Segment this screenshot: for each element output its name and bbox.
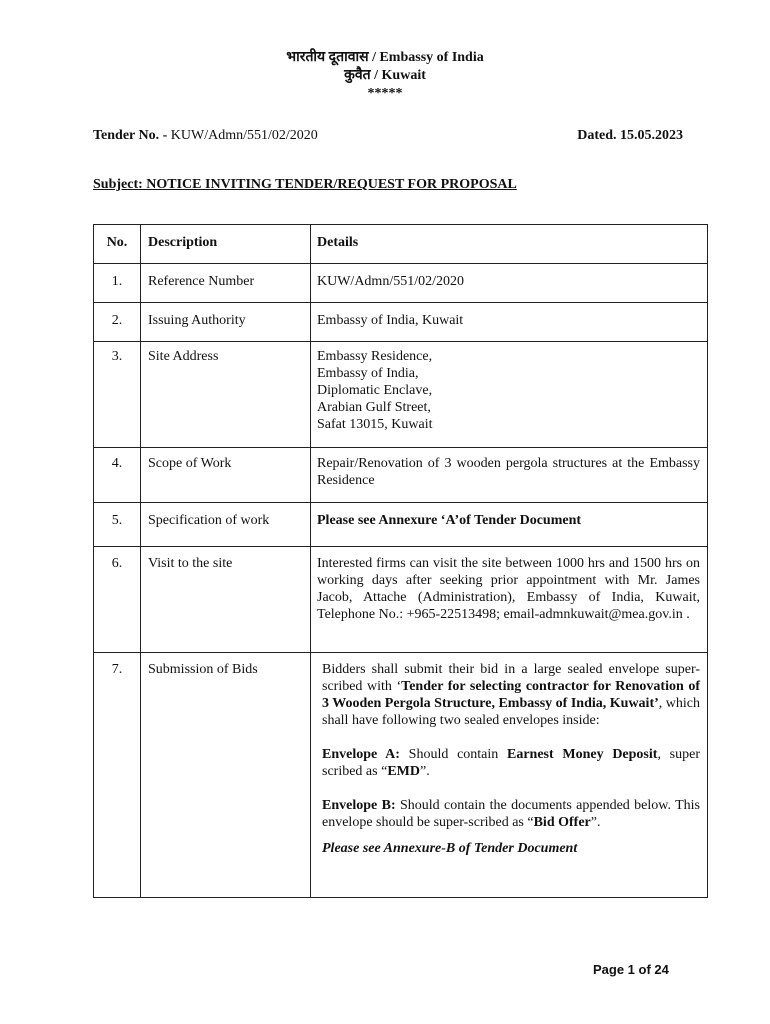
row-details: KUW/Admn/551/02/2020 — [311, 264, 708, 303]
table-row — [94, 547, 708, 653]
letterhead — [0, 49, 770, 103]
site-address — [311, 342, 708, 448]
row-description: Scope of Work — [141, 448, 311, 503]
bid-submission-details — [311, 653, 708, 898]
table-row — [94, 264, 708, 303]
table-row — [94, 653, 708, 898]
address-line: Embassy Residence, — [317, 349, 433, 364]
table-row — [94, 448, 708, 503]
header-details: Details — [311, 225, 708, 264]
row-description: Reference Number — [141, 264, 311, 303]
tender-date: Dated. 15.05.2023 — [577, 128, 683, 143]
row-details: Interested firms can visit the site between 1000 hrs and 1500 hrs on working days after seeking prior appointment with Mr. James Jacob, Attache (Administration), Embassy of India, Kuwait, Telephone No.: +965-22513498; email-admnkuwait@mea.gov.in . — [311, 547, 708, 653]
embassy-location: कुवैत / Kuwait — [344, 68, 426, 83]
tender-details-table — [93, 224, 708, 898]
row-no: 3. — [94, 342, 141, 448]
envelope-a-paragraph: Envelope A: Should contain Earnest Money Deposit, super scribed as “EMD”. — [322, 747, 700, 779]
row-description: Site Address — [141, 342, 311, 448]
address-line: Diplomatic Enclave, — [317, 383, 433, 398]
table-row — [94, 342, 708, 448]
table-row — [94, 503, 708, 547]
row-no: 7. — [94, 653, 141, 898]
row-description: Specification of work — [141, 503, 311, 547]
tender-label: Tender No. - — [93, 128, 168, 143]
row-no: 1. — [94, 264, 141, 303]
address-line: Arabian Gulf Street, — [317, 400, 431, 415]
table-row — [94, 303, 708, 342]
row-no: 4. — [94, 448, 141, 503]
row-details: Embassy of India, Kuwait — [311, 303, 708, 342]
tender-number: KUW/Admn/551/02/2020 — [170, 128, 318, 143]
envelope-b-paragraph: Envelope B: Should contain the documents appended below. This envelope should be super-scribed as “Bid Offer”. — [322, 798, 700, 830]
row-description: Issuing Authority — [141, 303, 311, 342]
row-description: Visit to the site — [141, 547, 311, 653]
header-stars: ***** — [367, 86, 403, 101]
row-details: Repair/Renovation of 3 wooden pergola structures at the Embassy Residence — [311, 448, 708, 503]
header-description: Description — [141, 225, 311, 264]
row-no: 2. — [94, 303, 141, 342]
row-description: Submission of Bids — [141, 653, 311, 898]
table-header-row — [94, 225, 708, 264]
row-no: 6. — [94, 547, 141, 653]
address-line: Embassy of India, — [317, 366, 419, 381]
bid-intro-paragraph: Bidders shall submit their bid in a large sealed envelope super-scribed with ‘Tender for selecting contractor for Renovation of 3 Wooden Pergola Structure, Embassy of India, Kuwait’, which shall have following two sealed envelopes inside: — [322, 662, 700, 728]
tender-line — [93, 128, 683, 144]
address-line: Safat 13015, Kuwait — [317, 417, 433, 432]
subject-line: Subject: NOTICE INVITING TENDER/REQUEST FOR PROPOSAL — [93, 177, 517, 192]
row-details: Please see Annexure ‘A’of Tender Document — [311, 503, 708, 547]
row-no: 5. — [94, 503, 141, 547]
annexure-b-note: Please see Annexure-B of Tender Document — [322, 841, 578, 856]
page-number: Page 1 of 24 — [593, 962, 669, 977]
embassy-title: भारतीय दूतावास / Embassy of India — [286, 50, 484, 65]
header-no: No. — [94, 225, 141, 264]
